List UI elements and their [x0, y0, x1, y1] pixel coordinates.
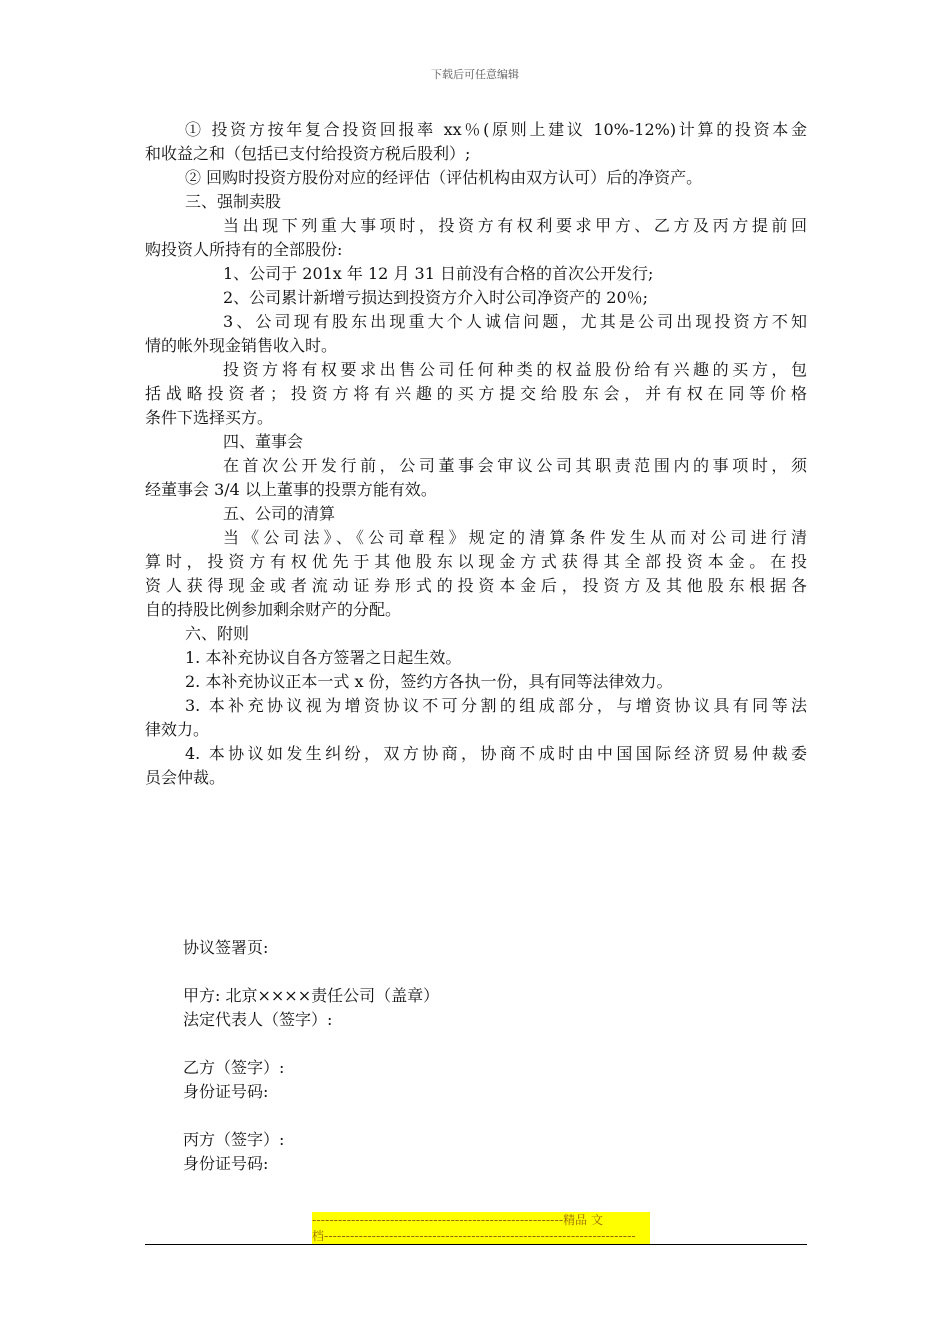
body-line: 投资方将有权要求出售公司任何种类的权益股份给有兴趣的买方，包 [223, 360, 807, 379]
body-line: 四、董事会 [223, 432, 304, 451]
body-line: 4. 本协议如发生纠纷，双方协商，协商不成时由中国国际经济贸易仲裁委 [185, 744, 807, 763]
body-line: ① 投资方按年复合投资回报率 xx％(原则上建议 10%-12%)计算的投资本金 [185, 120, 807, 139]
body-line: 1. 本补充协议自各方签署之日起生效。 [185, 648, 462, 667]
body-line: 算时，投资方有权优先于其他股东以现金方式获得其全部投资本金。在投 [145, 552, 807, 571]
body-line: 当出现下列重大事项时，投资方有权利要求甲方、乙方及丙方提前回 [223, 216, 807, 235]
body-line: 三、强制卖股 [185, 192, 282, 211]
body-line: ② 回购时投资方股份对应的经评估（评估机构由双方认可）后的净资产。 [185, 168, 703, 187]
body-line: 经董事会 3/4 以上董事的投票方能有效。 [145, 480, 437, 499]
signature-block [183, 936, 439, 1176]
body-line: 五、公司的清算 [223, 504, 336, 523]
body-line: 和收益之和（包括已支付给投资方税后股利）; [145, 144, 471, 163]
body-line: 2. 本补充协议正本一式 x 份，签约方各执一份，具有同等法律效力。 [185, 672, 673, 691]
body-line: 情的帐外现金销售收入时。 [145, 336, 338, 355]
body-line: 3. 本补充协议视为增资协议不可分割的组成部分，与增资协议具有同等法 [185, 696, 807, 715]
document-body [145, 118, 807, 790]
body-line: 当《公司法》、《公司章程》规定的清算条件发生从而对公司进行清 [223, 528, 807, 547]
party-c-id-line: 身份证号码: [183, 1154, 269, 1173]
party-b-line: 乙方（签字）: [183, 1058, 285, 1077]
party-b-id-line: 身份证号码: [183, 1082, 269, 1101]
body-line: 3、公司现有股东出现重大个人诚信问题，尤其是公司出现投资方不知 [223, 312, 807, 331]
body-line: 资人获得现金或者流动证券形式的投资本金后，投资方及其他股东根据各 [145, 576, 807, 595]
party-a-line: 甲方: 北京××××责任公司（盖章） [183, 986, 440, 1005]
body-line: 条件下选择买方。 [145, 408, 274, 427]
body-line: 自的持股比例参加剩余财产的分配。 [145, 600, 402, 619]
party-c-line: 丙方（签字）: [183, 1130, 285, 1149]
body-line: 括战略投资者；投资方将有兴趣的买方提交给股东会，并有权在同等价格 [145, 384, 807, 403]
footer-rule [145, 1244, 807, 1245]
body-line: 购投资人所持有的全部股份: [145, 240, 343, 259]
party-a-representative-line: 法定代表人（签字）: [183, 1010, 333, 1029]
body-line: 律效力。 [145, 720, 210, 739]
signature-title: 协议签署页: [183, 938, 269, 957]
footer-watermark-line-2: 档------------------------------------------------------------------------ [312, 1228, 650, 1244]
body-line: 2、公司累计新增亏损达到投资方介入时公司净资产的 20％; [223, 288, 649, 307]
footer-watermark-line-1: ----------------------------------------------------------精品 文 [312, 1212, 650, 1228]
body-line: 1、公司于 201x 年 12 月 31 日前没有合格的首次公开发行; [223, 264, 654, 283]
body-line: 六、附则 [185, 624, 250, 643]
body-line: 在首次公开发行前，公司董事会审议公司其职责范围内的事项时，须 [223, 456, 807, 475]
page-header: 下载后可任意编辑 [431, 68, 519, 81]
body-line: 员会仲裁。 [145, 768, 226, 787]
